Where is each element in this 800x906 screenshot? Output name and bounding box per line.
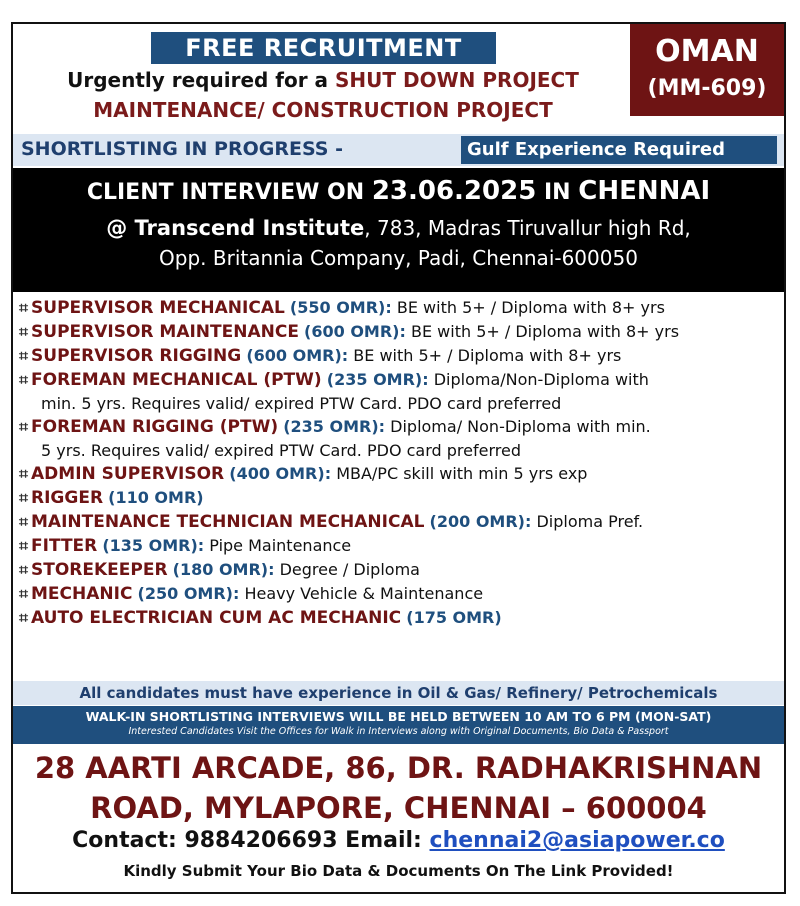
hash-bullet-icon: ⌗ [19,417,29,436]
job-title: SUPERVISOR MECHANICAL [31,298,285,318]
venue-street: , 783, Madras Tiruvallur high Rd, [364,216,691,240]
interview-date-line [13,168,784,206]
interview-city: CHENNAI [578,176,711,206]
job-title: FITTER [31,536,98,556]
job-line [19,320,784,344]
shortlisting-status: SHORTLISTING IN PROGRESS - [21,138,343,160]
job-title: MAINTENANCE TECHNICIAN MECHANICAL [31,512,425,532]
job-line [19,606,784,630]
venue-line-1 [13,206,784,240]
submit-note: Kindly Submit Your Bio Data & Documents On The Link Provided! [123,862,674,880]
walkin-hours: WALK-IN SHORTLISTING INTERVIEWS WILL BE HELD BETWEEN 10 AM TO 6 PM (MON-SAT) [85,709,712,724]
job-title: STOREKEEPER [31,560,168,580]
hash-bullet-icon: ⌗ [19,536,29,555]
job-detail-continued: min. 5 yrs. Requires valid/ expired PTW Card. PDO card preferred [41,394,562,413]
job-item [19,368,784,415]
walkin-instructions: Interested Candidates Visit the Offices for Walk in Interviews along with Original Documents, Bio Data & Passport [128,726,669,737]
country-name: OMAN [655,34,759,69]
hash-bullet-icon: ⌗ [19,298,29,317]
job-salary: (180 OMR): [172,560,275,579]
job-title: FOREMAN RIGGING (PTW) [31,417,279,437]
job-list [19,296,784,630]
job-detail: MBA/PC skill with min 5 yrs exp [336,464,588,483]
job-item [19,462,784,486]
job-salary: (235 OMR): [283,417,386,436]
project-type-line: MAINTENANCE/ CONSTRUCTION PROJECT [93,98,553,122]
venue-name: @ Transcend Institute [106,216,365,240]
shortlisting-bar [13,134,784,166]
hash-bullet-icon: ⌗ [19,322,29,341]
job-salary: (400 OMR): [229,464,332,483]
job-item [19,486,784,510]
hash-bullet-icon: ⌗ [19,608,29,627]
urgent-requirement-line [13,68,633,92]
job-line [19,344,784,368]
contact-phone: Contact: 9884206693 Email: [72,828,422,853]
job-detail: BE with 5+ / Diploma with 8+ yrs [353,346,622,365]
job-detail-continued: 5 yrs. Requires valid/ expired PTW Card. PDO card preferred [41,441,521,460]
address-line-2: ROAD, MYLAPORE, CHENNAI – 600004 [90,791,707,825]
job-detail: Degree / Diploma [279,560,420,579]
office-address [13,748,784,828]
job-item [19,558,784,582]
job-salary: (235 OMR): [326,370,429,389]
job-title: FOREMAN MECHANICAL (PTW) [31,370,322,390]
job-line [19,296,784,320]
hash-bullet-icon: ⌗ [19,584,29,603]
job-line [19,415,784,439]
job-detail: Diploma/Non-Diploma with [433,370,649,389]
job-salary: (550 OMR): [289,298,392,317]
job-line [19,486,784,510]
job-salary: (135 OMR): [102,536,205,555]
interview-in: IN [543,180,571,205]
job-line [19,462,784,486]
hash-bullet-icon: ⌗ [19,560,29,579]
interview-block [13,168,784,292]
job-code: (MM-609) [647,76,767,101]
job-item [19,534,784,558]
job-item [19,582,784,606]
job-salary: (110 OMR) [108,488,204,507]
free-recruitment-banner: FREE RECRUITMENT [151,32,496,64]
job-salary: (175 OMR) [406,608,502,627]
job-line [19,558,784,582]
interview-prefix: CLIENT INTERVIEW ON [86,180,365,205]
contact-line [13,828,784,853]
venue-line-2: Opp. Britannia Company, Padi, Chennai-600050 [159,246,638,270]
job-title: SUPERVISOR MAINTENANCE [31,322,299,342]
job-title: SUPERVISOR RIGGING [31,346,242,366]
hash-bullet-icon: ⌗ [19,464,29,483]
job-title: ADMIN SUPERVISOR [31,464,225,484]
job-line [19,368,784,392]
hash-bullet-icon: ⌗ [19,488,29,507]
job-line [19,582,784,606]
address-line-1: 28 AARTI ARCADE, 86, DR. RADHAKRISHNAN [34,751,763,785]
country-badge [630,24,784,116]
job-line [19,510,784,534]
hash-bullet-icon: ⌗ [19,512,29,531]
job-item [19,296,784,320]
hash-bullet-icon: ⌗ [19,370,29,389]
gulf-experience-badge: Gulf Experience Required [461,136,777,164]
job-title: AUTO ELECTRICIAN CUM AC MECHANIC [31,608,402,628]
job-detail: Heavy Vehicle & Maintenance [244,584,484,603]
job-item [19,320,784,344]
poster-frame [11,22,786,894]
job-detail: BE with 5+ / Diploma with 8+ yrs [410,322,680,341]
job-salary: (600 OMR): [304,322,406,341]
job-salary: (600 OMR): [246,346,349,365]
job-detail: Pipe Maintenance [209,536,352,555]
job-item [19,344,784,368]
urgent-prefix: Urgently required for a [67,68,329,92]
job-detail: Diploma/ Non-Diploma with min. [390,417,651,436]
job-detail: Diploma Pref. [536,512,644,531]
poster-header [13,24,784,132]
job-salary: (250 OMR): [137,584,240,603]
hash-bullet-icon: ⌗ [19,346,29,365]
job-title: RIGGER [31,488,104,508]
walkin-bar [13,706,784,744]
contact-email-link[interactable]: chennai2@asiapower.co [429,828,725,853]
job-title: MECHANIC [31,584,133,604]
shutdown-project-label: SHUT DOWN PROJECT [335,68,579,92]
interview-date: 23.06.2025 [371,176,537,206]
job-item [19,510,784,534]
job-line [19,534,784,558]
job-item [19,415,784,462]
job-salary: (200 OMR): [429,512,532,531]
job-item [19,606,784,630]
job-detail: BE with 5+ / Diploma with 8+ yrs [396,298,665,317]
oil-gas-requirement: All candidates must have experience in Oil & Gas/ Refinery/ Petrochemicals [13,681,784,705]
